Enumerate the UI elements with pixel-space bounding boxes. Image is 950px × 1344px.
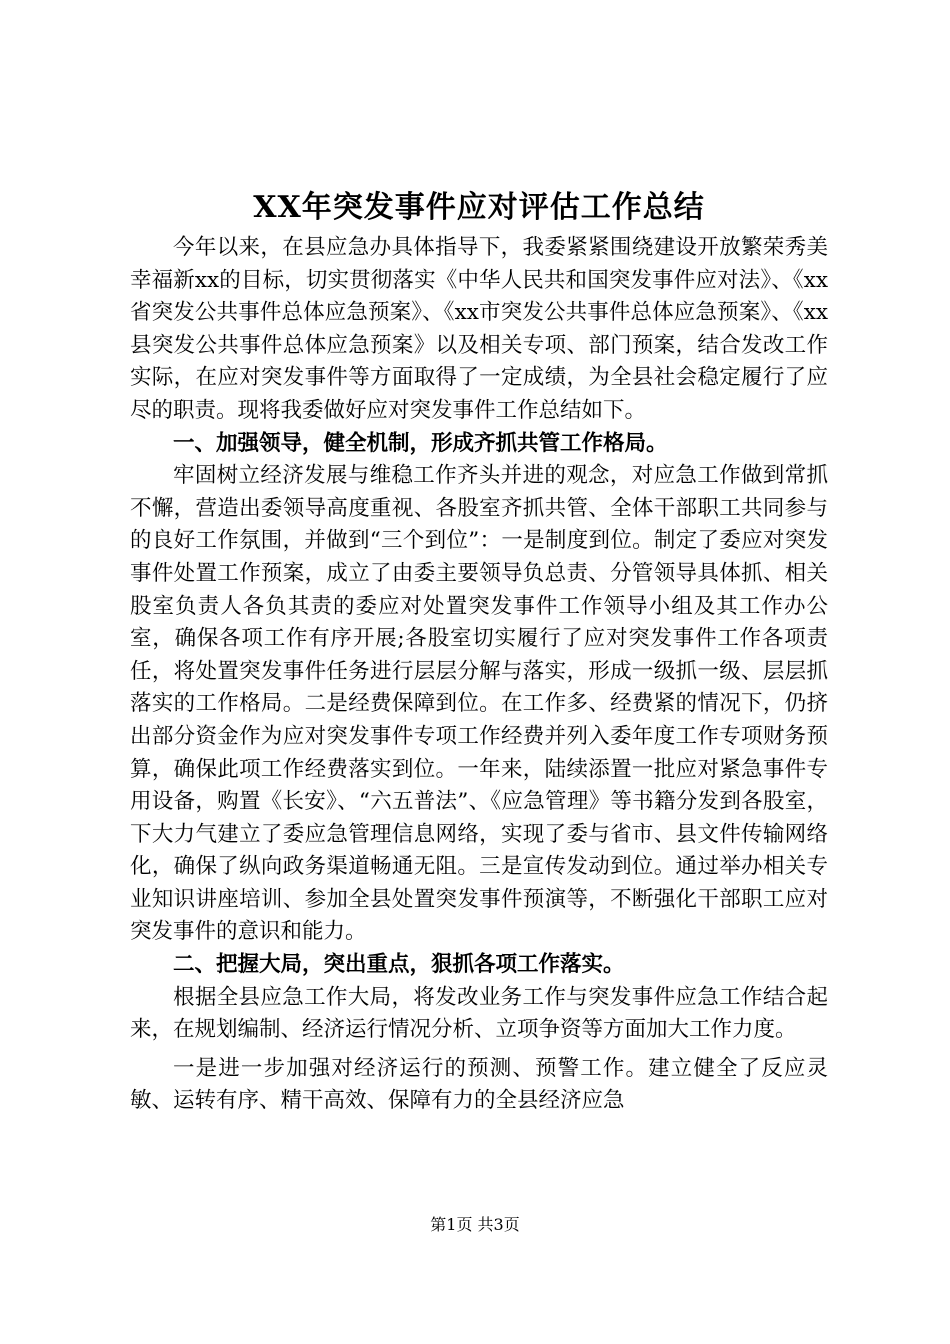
document-title: XX年突发事件应对评估工作总结 <box>253 190 705 225</box>
section-heading-1: 一、加强领导，健全机制，形成齐抓共管工作格局。 <box>173 430 668 456</box>
body-paragraph-section-1: 牢固树立经济发展与维稳工作齐头并进的观念，对应急工作做到常抓不懈，营造出委领导高度重视、各股室齐抓共管、全体干部职工共同参与的良好工作氛围，并做到“三个到位”：一是制度到位。制定了委应对突发事件处置工作预案，成立了由委主要领导负总责、分管领导具体抓、相关股室负责人各负其责的委应对处置突发事件工作领导小组及其工作办公室，确保各项工作有序开展;各股室切实履行了应对突发事件工作各项责任，将处置突发事件任务进行层层分解与落实，形成一级抓一级、层层抓落实的工作格局。二是经费保障到位。在工作多、经费紧的情况下，仍挤出部分资金作为应对突发事件专项工作经费并列入委年度工作专项财务预算，确保此项工作经费落实到位。一年来，陆续添置一批应对紧急事件专用设备，购置《长安》、“六五普法”、《应急管理》等书籍分发到各股室，下大力气建立了委应急管理信息网络，实现了委与省市、县文件传输网络化，确保了纵向政务渠道畅通无阻。三是宣传发动到位。通过举办相关专业知识讲座培训、参加全县处置突发事件预演等，不断强化干部职工应对突发事件的意识和能力。 <box>130 463 828 945</box>
body-paragraph-intro: 今年以来，在县应急办具体指导下，我委紧紧围绕建设开放繁荣秀美幸福新xx的目标，切实贯彻落实《中华人民共和国突发事件应对法》、《xx省突发公共事件总体应急预案》、《xx市突发公共事件总体应急预案》、《xx县突发公共事件总体应急预案》以及相关专项、部门预案，结合发改工作实际，在应对突发事件等方面取得了一定成绩，为全县社会稳定履行了应尽的职责。现将我委做好应对突发事件工作总结如下。 <box>130 235 828 423</box>
body-paragraph-point-1: 一是进一步加强对经济运行的预测、预警工作。建立健全了反应灵敏、运转有序、精干高效、保障有力的全县经济应急 <box>130 1055 828 1114</box>
page-footer: 第1页 共3页 <box>430 1215 520 1234</box>
body-paragraph-section-2: 根据全县应急工作大局，将发改业务工作与突发事件应急工作结合起来，在规划编制、经济运行情况分析、立项争资等方面加大工作力度。 <box>130 984 828 1043</box>
section-heading-2: 二、把握大局，突出重点，狠抓各项工作落实。 <box>173 952 625 978</box>
document-page <box>130 186 828 1118</box>
